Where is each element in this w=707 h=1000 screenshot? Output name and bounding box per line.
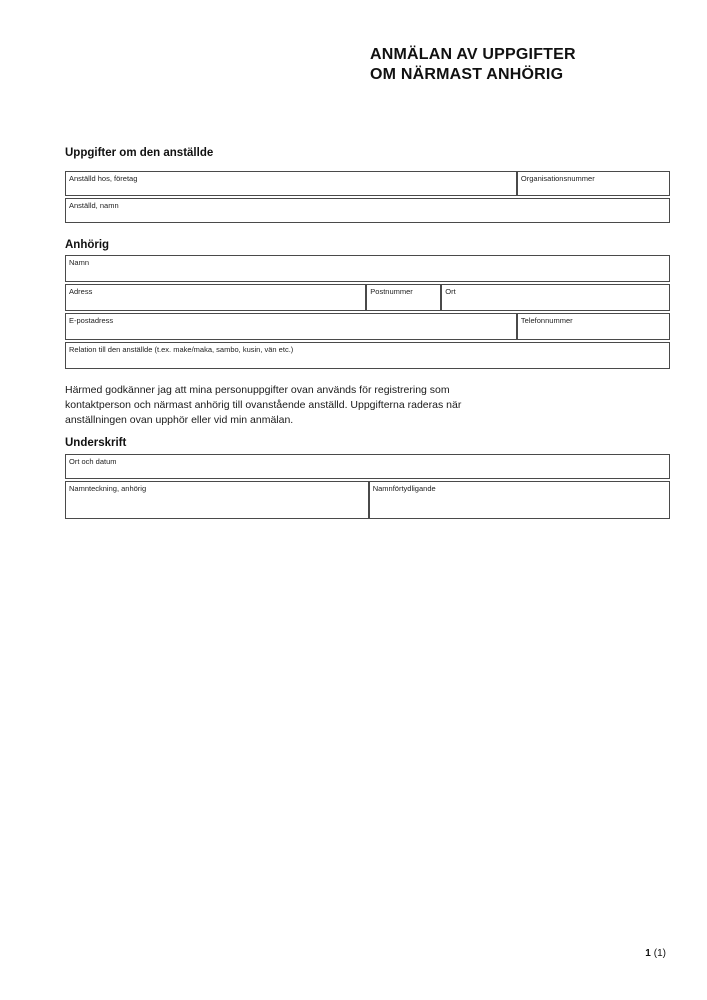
relative-row-2 [65, 284, 670, 311]
relative-row-4 [65, 342, 670, 369]
address-field-label: Adress [69, 287, 93, 296]
name-clarification-field-label: Namnförtydligande [372, 484, 436, 493]
postal-code-field-label: Postnummer [370, 287, 413, 296]
section-heading-relative: Anhörig [65, 239, 110, 251]
relative-table [65, 255, 670, 369]
consent-line-1: Härmed godkänner jag att mina personuppgifter ovan används för registrering som [65, 384, 450, 396]
email-field-label: E-postadress [69, 316, 114, 325]
employee-row-2 [65, 198, 670, 223]
signature-field-label: Namnteckning, anhörig [69, 484, 147, 493]
consent-line-3: anställningen ovan upphör eller vid min anmälan. [65, 414, 294, 426]
name-clarification-field[interactable] [369, 481, 670, 519]
relative-name-field[interactable] [65, 255, 670, 282]
employer-field[interactable] [65, 171, 517, 196]
postal-code-field[interactable] [366, 284, 441, 311]
page-number-total: (1) [653, 948, 666, 959]
email-field[interactable] [65, 313, 517, 340]
section-heading-signature: Underskrift [65, 437, 127, 449]
city-field-label: Ort [445, 287, 456, 296]
relation-field-label: Relation till den anställde (t.ex. make/maka, sambo, kusin, vän etc.) [69, 345, 294, 354]
signature-row-1 [65, 454, 670, 479]
org-number-field[interactable] [517, 171, 670, 196]
relative-row-1 [65, 255, 670, 282]
place-and-date-field[interactable] [65, 454, 670, 479]
relative-row-3 [65, 313, 670, 340]
signature-field[interactable] [65, 481, 369, 519]
employee-name-field-label: Anställd, namn [69, 201, 119, 210]
relative-name-field-label: Namn [69, 258, 90, 267]
employer-field-label: Anställd hos, företag [69, 174, 138, 183]
document-title-line2: OM NÄRMAST ANHÖRIG [370, 66, 564, 83]
page-number [65, 948, 666, 959]
phone-field[interactable] [517, 313, 670, 340]
org-number-field-label: Organisationsnummer [520, 174, 595, 183]
place-and-date-field-label: Ort och datum [69, 457, 117, 466]
document-title [370, 45, 576, 85]
signature-row-2 [65, 481, 670, 519]
document-title-line1: ANMÄLAN AV UPPGIFTER [370, 46, 576, 63]
phone-field-label: Telefonnummer [520, 316, 573, 325]
city-field[interactable] [441, 284, 670, 311]
signature-table [65, 454, 670, 519]
relation-field[interactable] [65, 342, 670, 369]
employee-row-1 [65, 171, 670, 196]
consent-paragraph [65, 383, 625, 428]
address-field[interactable] [65, 284, 366, 311]
employee-table [65, 171, 670, 223]
employee-name-field[interactable] [65, 198, 670, 223]
consent-line-2: kontaktperson och närmast anhörig till ovanstående anställd. Uppgifterna raderas när [65, 399, 462, 411]
section-heading-employee: Uppgifter om den anställde [65, 147, 214, 159]
page-number-current: 1 [645, 948, 651, 959]
